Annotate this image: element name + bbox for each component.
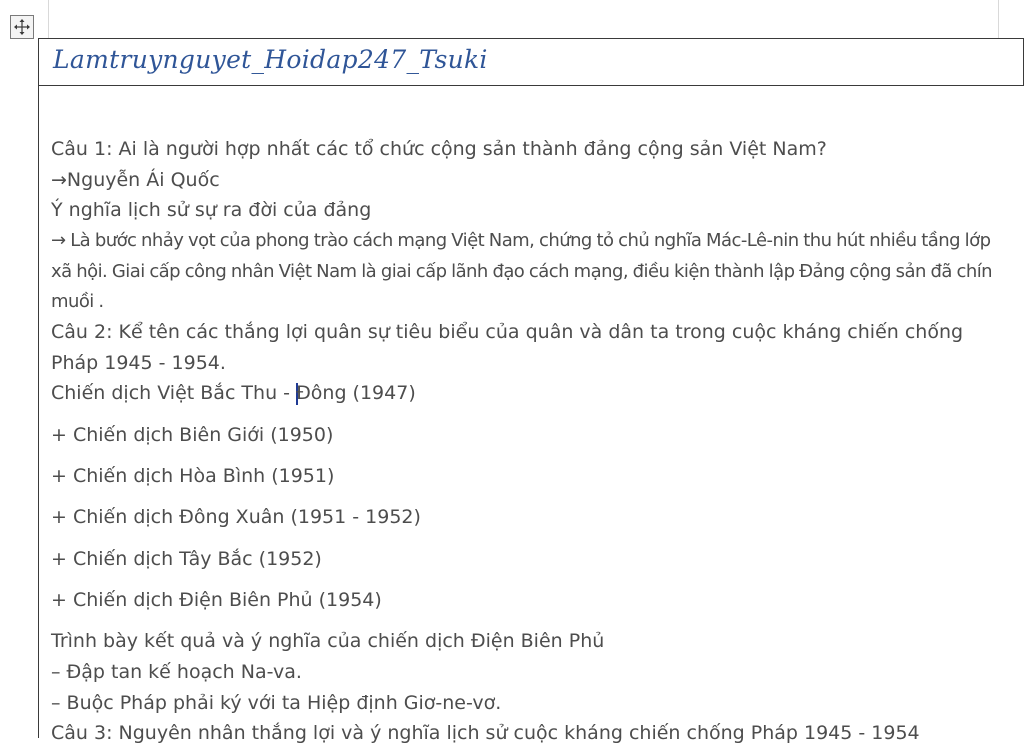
margin-guide-left (48, 0, 49, 38)
move-arrows-icon (13, 18, 31, 36)
question-3: Câu 3: Nguyên nhân thắng lợi và ý nghĩa lịch sử cuộc kháng chiến chống Pháp 1945 - 1954 (51, 722, 920, 744)
content-table (38, 38, 1024, 744)
dien-bien-phu-result-2: – Buộc Pháp phải ký với ta Hiệp định Giơ-ne-vơ. (51, 692, 502, 714)
campaign-viet-bac-part-1: Chiến dịch Việt Bắc Thu - (51, 382, 297, 404)
campaign-item: + Chiến dịch Tây Bắc (1952) (51, 548, 322, 570)
question-2-line-1: Câu 2: Kể tên các thắng lợi quân sự tiêu biểu của quân và dân ta trong cuộc kháng chiến chống (51, 321, 964, 343)
campaign-item: + Chiến dịch Biên Giới (1950) (51, 424, 334, 446)
meaning-line-3: muồi . (51, 291, 104, 312)
meaning-heading: Ý nghĩa lịch sử sự ra đời của đảng (51, 199, 372, 221)
table-move-handle-icon[interactable] (10, 15, 34, 39)
campaign-item: + Chiến dịch Đông Xuân (1951 - 1952) (51, 506, 421, 528)
campaign-viet-bac (51, 380, 416, 406)
campaign-item: + Chiến dịch Hòa Bình (1951) (51, 465, 335, 487)
dien-bien-phu-heading: Trình bày kết quả và ý nghĩa của chiến dịch Điện Biên Phủ (51, 630, 605, 652)
meaning-line-2: xã hội. Giai cấp công nhân Việt Nam là giai cấp lãnh đạo cách mạng, điều kiện thành lập Đảng cộng sản đã chín (51, 261, 993, 282)
campaign-item: + Chiến dịch Điện Biên Phủ (1954) (51, 589, 382, 611)
meaning-line-1: → Là bước nhảy vọt của phong trào cách mạng Việt Nam, chứng tỏ chủ nghĩa Mác-Lê-nin thu hút nhiều tầng lớp (51, 230, 991, 251)
question-2-line-2: Pháp 1945 - 1954. (51, 352, 226, 374)
question-1: Câu 1: Ai là người hợp nhất các tổ chức cộng sản thành đảng cộng sản Việt Nam? (51, 138, 827, 160)
margin-guide-right (998, 0, 999, 38)
answer-1: →Nguyễn Ái Quốc (51, 169, 220, 191)
campaign-viet-bac-part-2: Đông (1947) (296, 382, 416, 404)
signature-title: Lamtruynguyet_Hoidap247_Tsuki (53, 45, 488, 74)
title-cell[interactable] (39, 39, 1024, 86)
dien-bien-phu-result-1: – Đập tan kế hoạch Na-va. (51, 661, 302, 683)
